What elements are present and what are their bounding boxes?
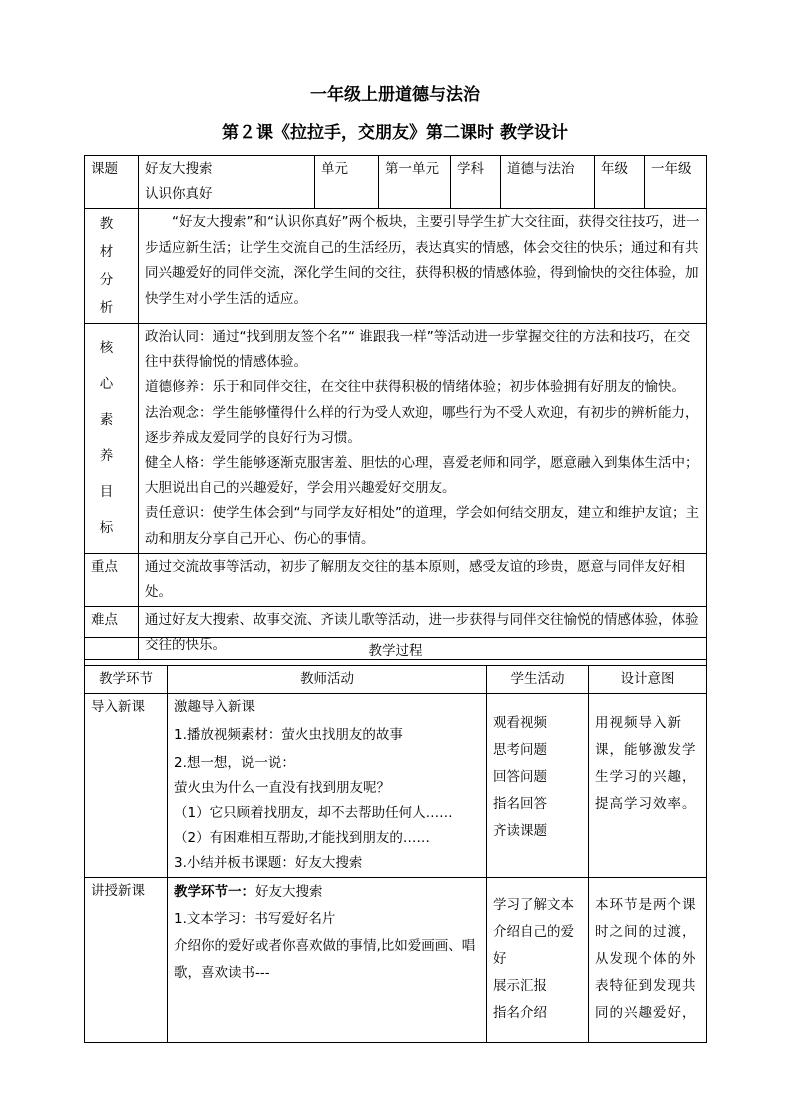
key-point-text: 通过交流故事等活动，初步了解朋友交往的基本原则，感受友谊的珍贵，愿意与同伴友好相处。 [139, 553, 707, 606]
table-row [85, 878, 707, 1043]
topic-value [139, 156, 315, 209]
process-heading: 教学过程 [85, 638, 707, 666]
intent-intro: 用视频导入新课，能够激发学生学习的兴趣，提高学习效率。 [589, 694, 707, 878]
unit-value: 第一单元 [379, 156, 451, 209]
document-title: 一年级上册道德与法治 [310, 85, 480, 105]
goal-item: 健全人格：学生能够逐渐克服害羞、胆怯的心理，喜爱老师和同学，愿意融入到集体生活中；大胆说出自己的兴趣爱好，学会用兴趣爱好交朋友。 [145, 455, 699, 497]
difficulty-text: 通过好友大搜索、故事交流、齐读儿歌等活动，进一步获得与同伴交往愉悦的情感体验，体验交往的快乐。 [139, 606, 707, 659]
stage-intro: 导入新课 [85, 694, 168, 878]
goal-item: 道德修养：乐于和同伴交往，在交往中获得积极的情绪体验；初步体验拥有好朋友的愉快。 [145, 379, 685, 396]
unit-label: 单元 [315, 156, 379, 209]
header-student: 学生活动 [487, 666, 589, 694]
subject-value: 道德与法治 [501, 156, 595, 209]
stage-new: 讲授新课 [85, 878, 168, 1043]
teacher-activity-intro: 激趣导入新课 1.播放视频素材：萤火虫找朋友的故事 2.想一想，说一说： 萤火虫为什么一直没有找到朋友呢？ （1）它只顾着找朋友，却不去帮助任何人…… （2）有困难相互帮助,才能找到朋友的…… 3.小结并板书课题：好友大搜索 [168, 694, 487, 878]
grade-label: 年级 [595, 156, 645, 209]
difficulty-label: 难点 [85, 606, 139, 659]
goal-item: 政治认同：通过“找到朋友签个名”“ 谁跟我一样”等活动进一步掌握交往的方法和技巧，在交往中获得愉悦的情感体验。 [145, 329, 691, 371]
topic-line-1: 好友大搜索 [145, 161, 213, 177]
header-stage: 教学环节 [85, 666, 168, 694]
subject-label: 学科 [451, 156, 501, 209]
goal-item: 责任意识：使学生体会到“与同学友好相处”的道理，学会如何结交朋友，建立和维护友谊；主动和朋友分享自己开心、伤心的事情。 [145, 505, 699, 547]
key-point-label: 重点 [85, 553, 139, 606]
header-intent: 设计意图 [589, 666, 707, 694]
document-subtitle: 第２课《拉拉手，交朋友》第二课时 教学设计 [222, 123, 568, 143]
student-activity-new: 学习了解文本介绍自己的爱好 展示汇报 指名介绍 [487, 878, 589, 1043]
core-label: 核 心 素 养 目 标 [85, 324, 139, 554]
header-teacher: 教师活动 [168, 666, 487, 694]
material-text: “好友大搜索”和“认识你真好”两个板块，主要引导学生扩大交往面，获得交往技巧，进一步适应新生活；让学生交流自己的生活经历，表达真实的情感，体会交往的快乐；通过和有共同兴趣爱好的同伴交流，深化学生间的交往，获得积极的情感体验，得到愉快的交往体验，加快学生对小学生活的适应。 [139, 209, 707, 324]
table-row [85, 694, 707, 878]
grade-value: 一年级 [645, 156, 707, 209]
goal-item: 法治观念：学生能够懂得什么样的行为受人欢迎，哪些行为不受人欢迎，有初步的辨析能力，逐步养成友爱同学的良好行为习惯。 [145, 404, 699, 446]
intent-new: 本环节是两个课时之间的过渡，从发现个体的外表特征到发现共同的兴趣爱好， [589, 878, 707, 1043]
info-table [84, 155, 707, 660]
material-label: 教 材 分 析 [85, 209, 139, 324]
topic-line-2: 认识你真好 [145, 186, 213, 202]
process-table [84, 637, 707, 1043]
topic-label: 课题 [85, 156, 139, 209]
core-goals [139, 324, 707, 554]
teacher-activity-new: 教学环节一：好友大搜索 1.文本学习：书写爱好名片 介绍你的爱好或者你喜欢做的事情,比如爱画画、唱歌，喜欢读书--- [168, 878, 487, 1043]
student-activity-intro: 观看视频 思考问题 回答问题 指名回答 齐读课题 [487, 694, 589, 878]
